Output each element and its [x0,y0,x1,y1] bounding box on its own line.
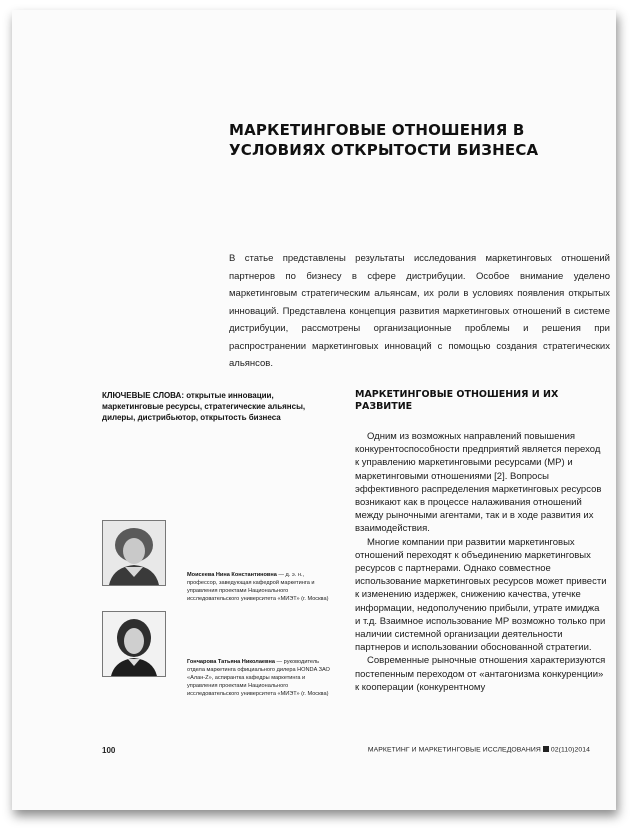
author-details: — руководитель отдела маркетинга официального дилера HONDA ЗАО «Алан-Z», аспирантка кафедры маркетинга и управления проектами Национального исследовательского университета «МИЭТ» (г. Москва) [187,659,330,697]
author-bio-2 [187,658,335,698]
body-paragraph: Одним из возможных направлений повышения конкурентоспособности предприятий является переход к управлению маркетинговыми ресурсами (МР) и маркетинговыми отношениями [2]. Вопросы эффективного распределения маркетинговых ресурсов возникают как в процессе налаживания отношений между рыночными агентами, так и в ходе развития их взаимодействия. [355,431,602,535]
author-photo-1 [102,520,166,586]
article-abstract: В статье представлены результаты исследования маркетинговых отношений партнеров по бизнесу в сфере дистрибуции. Особое внимание уделено маркетинговым стратегическим альянсам, их роли в условиях появления открытых инноваций. Представлена концепция развития маркетинговых отношений в системе дистрибуции, рассмотрены организационные проблемы и решения при распространении маркетинговых инноваций с помощью создания стратегических альянсов. [229,253,610,369]
author-bio-1 [187,571,335,603]
journal-footer [368,746,590,754]
keywords-list: открытые инновации, маркетинговые ресурсы, стратегические альянсы, дилеры, дистрибьютор, открытость бизнеса [102,391,306,422]
section-title: МАРКЕТИНГОВЫЕ ОТНОШЕНИЯ И ИХ РАЗВИТИЕ [355,389,559,412]
journal-page [12,10,616,810]
journal-name: МАРКЕТИНГ И МАРКЕТИНГОВЫЕ ИССЛЕДОВАНИЯ [367,746,541,754]
keywords-block [102,390,330,423]
author-photo-2 [102,611,166,677]
author-details: — д. э. н., профессор, заведующая кафедрой маркетинга и управления проектами Национального исследовательского университета «МИЭТ» (г. Москва) [187,572,329,602]
body-paragraph: Многие компании при развитии маркетинговых отношений переходят к объединению маркетинговых ресурсов с партнерами. Однако совместное использование маркетинговых ресурсов может привести к изменению издержек, снижению качества, утечке информации, недополучению прибыли, утрате имиджа и т.д. Взаимное использование МР возможно только при наличии системной организации деятельности партнеров и использовании обоснованной стратегии. [355,536,607,654]
journal-issue: 02(110)2014 [550,746,590,754]
article-title: МАРКЕТИНГОВЫЕ ОТНОШЕНИЯ В УСЛОВИЯХ ОТКРЫТОСТИ БИЗНЕСА [229,121,539,159]
keywords-label: КЛЮЧЕВЫЕ СЛОВА: [102,391,184,400]
square-bullet-icon [543,746,549,752]
article-body [355,430,607,694]
page-number: 100 [102,746,116,755]
author-name: Гончарова Татьяна Николаевна [187,659,275,665]
body-paragraph: Современные рыночные отношения характеризуются постепенным переходом от «антагонизма конкуренции» к кооперации (конкурентному [355,655,606,693]
author-name: Моисеева Нина Константиновна [187,572,277,578]
